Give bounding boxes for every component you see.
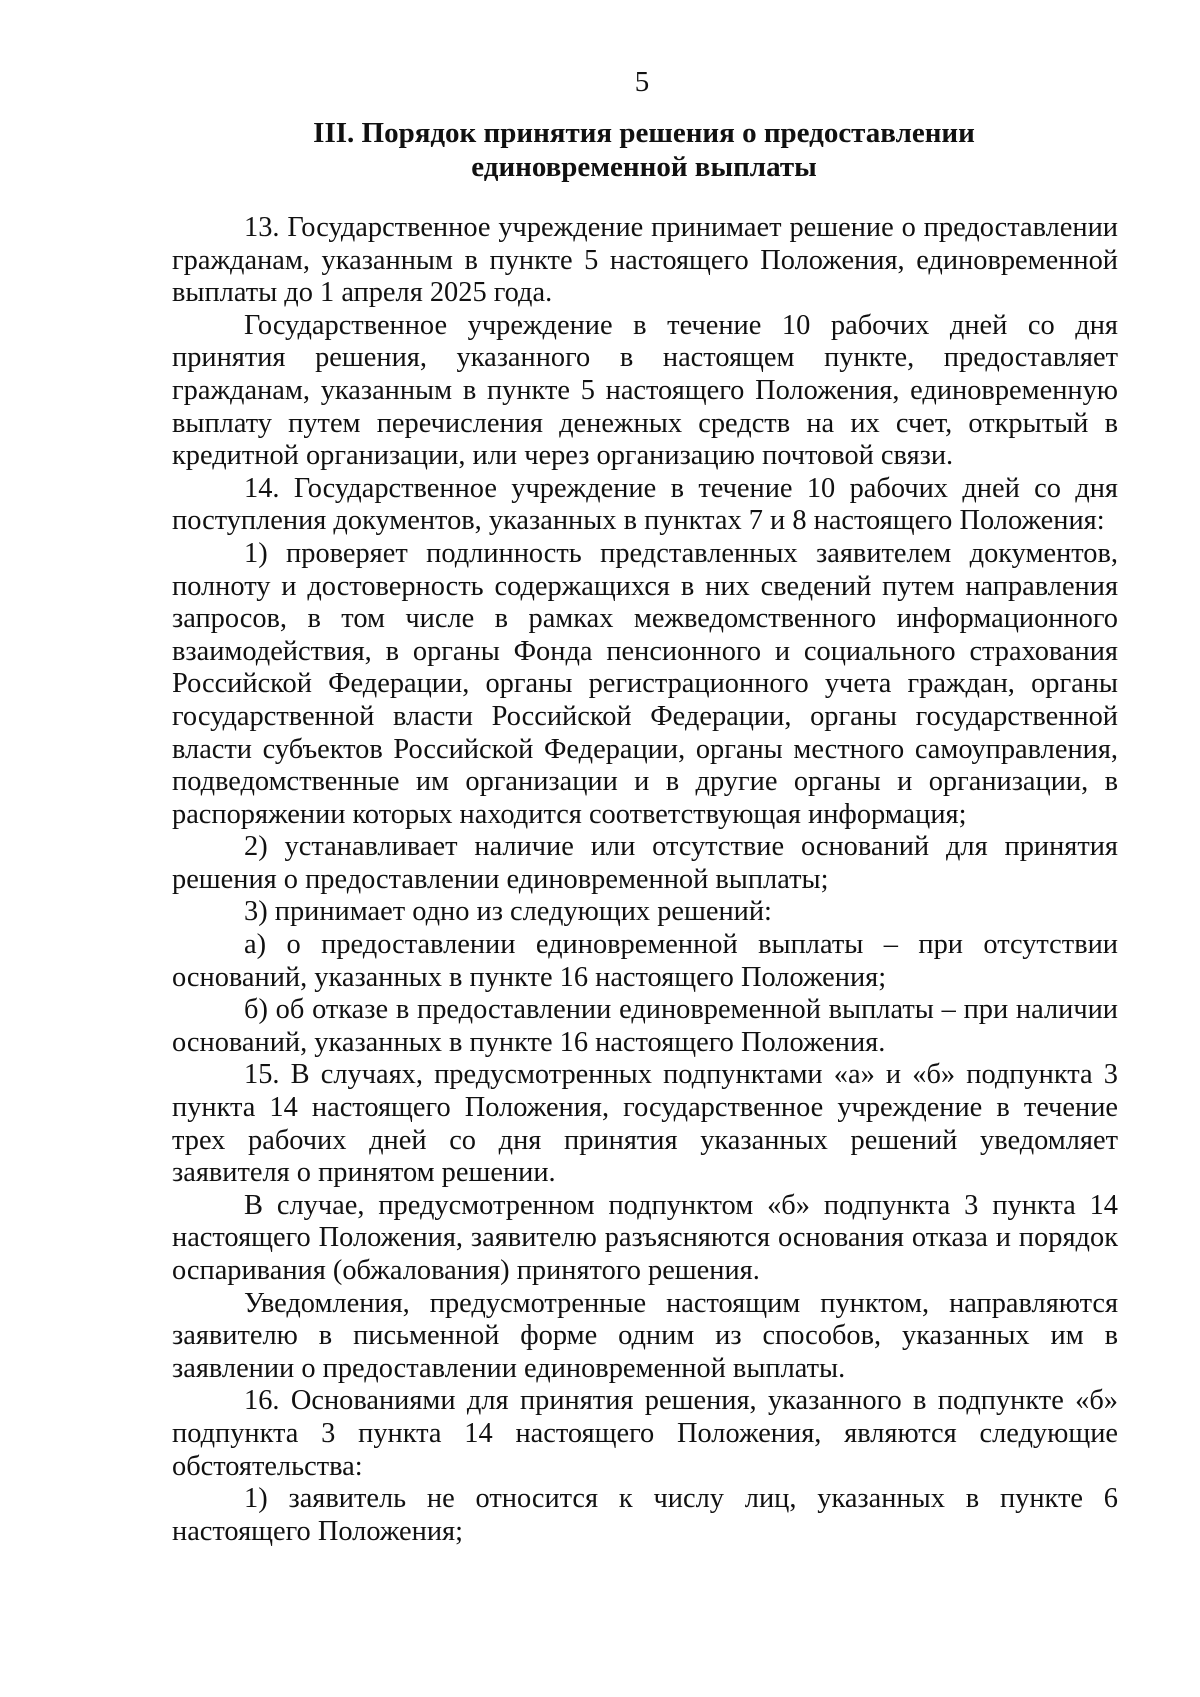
paragraph-13-payment: Государственное учреждение в течение 10 рабочих дней со дня принятия решения, указанного в настоящем пункте, предоставляет гражданам, указанным в пункте 5 настоящего Положения, единовременную выплату путем перечисления денежных средств на их счет, открытый в кредитной организации, или через организацию почтовой связи. xyxy=(172,309,1118,472)
paragraph-14: 14. Государственное учреждение в течение 10 рабочих дней со дня поступления документов, указанных в пунктах 7 и 8 настоящего Положения: xyxy=(172,472,1118,537)
section-heading-line-2: единовременной выплаты xyxy=(471,151,817,183)
paragraph-15: 15. В случаях, предусмотренных подпунктами «а» и «б» подпункта 3 пункта 14 настоящего Положения, государственное учреждение в течение трех рабочих дней со дня принятия указанных решений уведомляет заявителя о принятом решении. xyxy=(172,1059,1118,1189)
section-heading-line-1: III. Порядок принятия решения о предоставлении xyxy=(313,117,975,149)
paragraph-14-item-3b: б) об отказе в предоставлении единовременной выплаты – при наличии оснований, указанных в пункте 16 настоящего Положения. xyxy=(172,994,1118,1058)
paragraph-14-item-3a: а) о предоставлении единовременной выплаты – при отсутствии оснований, указанных в пункте 16 настоящего Положения; xyxy=(172,929,1118,993)
paragraph-13: 13. Государственное учреждение принимает решение о предоставлении гражданам, указанным в пункте 5 настоящего Положения, единовременной выплаты до 1 апреля 2025 года. xyxy=(172,212,1118,309)
paragraph-15-notification: Уведомления, предусмотренные настоящим пунктом, направляются заявителю в письменной форме одним из способов, указанных им в заявлении о предоставлении единовременной выплаты. xyxy=(172,1287,1118,1384)
paragraph-16-item-1: 1) заявитель не относится к числу лиц, указанных в пункте 6 настоящего Положения; xyxy=(172,1483,1118,1547)
section-heading xyxy=(160,116,1128,184)
paragraph-15-refusal: В случае, предусмотренном подпунктом «б» подпункта 3 пункта 14 настоящего Положения, заявителю разъясняются основания отказа и порядок оспаривания (обжалования) принятого решения. xyxy=(172,1189,1118,1286)
paragraph-16: 16. Основаниями для принятия решения, указанного в подпункте «б» подпункта 3 пункта 14 настоящего Положения, являются следующие обстоятельства: xyxy=(172,1385,1118,1482)
paragraph-14-item-1: 1) проверяет подлинность представленных заявителем документов, полноту и достоверность содержащихся в них сведений путем направления запросов, в том числе в рамках межведомственного информационного взаимодействия, в органы Фонда пенсионного и социального страхования Российской Федерации, органы регистрационного учета граждан, органы государственной власти Российской Федерации, органы государственной власти субъектов Российской Федерации, органы местного самоуправления, подведомственные им организации и в другие органы и организации, в распоряжении которых находится соответствующая информация; xyxy=(172,537,1118,830)
paragraph-14-item-2: 2) устанавливает наличие или отсутствие оснований для принятия решения о предоставлении единовременной выплаты; xyxy=(172,831,1118,895)
paragraph-14-item-3: 3) принимает одно из следующих решений: xyxy=(244,896,772,928)
document-body xyxy=(172,212,1118,1548)
page-number: 5 xyxy=(634,66,650,98)
